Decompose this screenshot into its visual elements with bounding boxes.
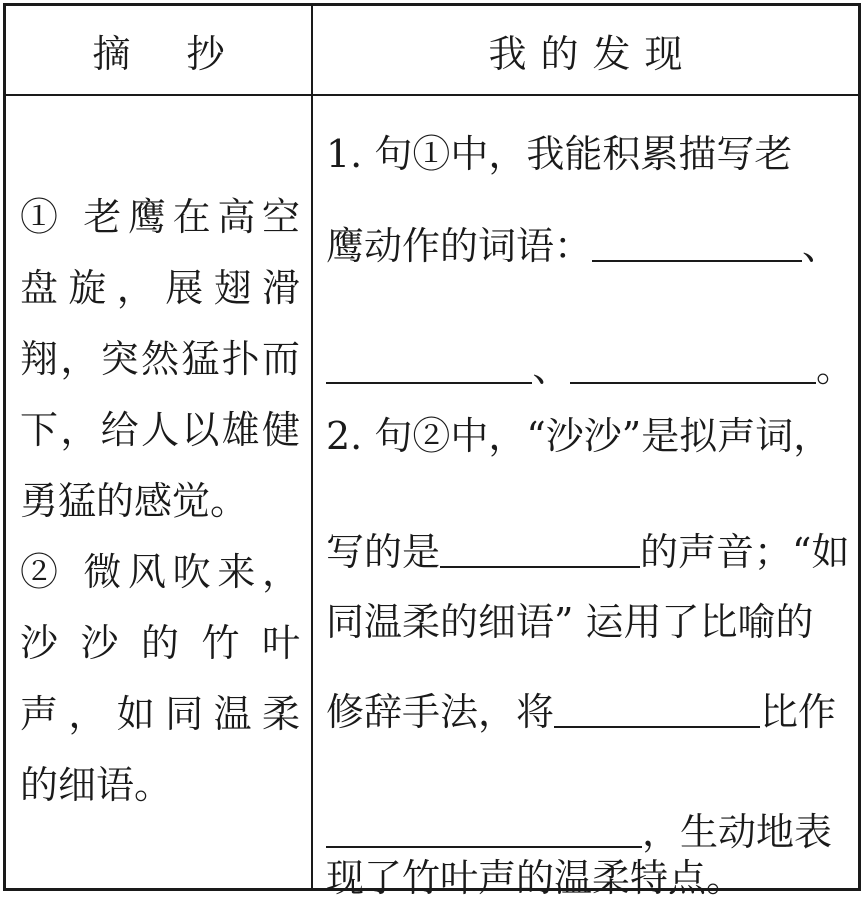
excerpt-line: 勇猛的感觉。 <box>20 479 249 523</box>
question-1-text: 1. 句①中，我能积累描写老 <box>326 132 793 176</box>
excerpt-line: 下，给人以雄健 <box>20 408 300 452</box>
excerpt-line: ② 微风吹来， <box>20 550 300 594</box>
question-2-text: 同温柔的细语” 运用了比喻的 <box>326 600 814 644</box>
header-excerpt: 摘抄 <box>92 31 281 76</box>
question-2-text: ，生动地表 <box>642 810 833 854</box>
excerpt-line: 沙沙的竹叶 <box>20 621 300 665</box>
answer-blank-5[interactable] <box>554 725 760 728</box>
question-2-text: 2. 句②中，“沙沙”是拟声词， <box>326 414 832 458</box>
excerpt-line: 的细语。 <box>20 763 173 807</box>
excerpt-line: 盘旋，展翅滑 <box>20 266 300 310</box>
question-1-line-3 <box>326 328 854 392</box>
answer-blank-1[interactable] <box>592 259 802 262</box>
worksheet-table <box>3 3 861 900</box>
question-1-line-1 <box>326 114 854 178</box>
question-2-line-4 <box>326 672 854 736</box>
excerpt-column <box>20 182 300 821</box>
column-divider <box>311 6 313 888</box>
question-2-text: 写的是 <box>326 530 441 574</box>
answer-blank-4[interactable] <box>440 565 640 568</box>
separator: 、 <box>532 346 571 390</box>
header-my-discovery: 我的发现 <box>488 31 697 76</box>
excerpt-line: ① 老鹰在高空 <box>20 195 300 239</box>
question-1-prompt: 鹰动作的词语： <box>326 224 593 268</box>
answer-blank-2[interactable] <box>326 381 532 384</box>
excerpt-line: 翔，突然猛扑而 <box>20 337 300 381</box>
header-divider <box>6 94 858 96</box>
excerpt-line: 声，如同温柔 <box>20 692 300 736</box>
period: 。 <box>815 346 854 390</box>
question-2-line-2 <box>326 512 854 576</box>
separator: 、 <box>802 224 841 268</box>
question-2-text: 现了竹叶声的温柔特点。 <box>326 856 745 900</box>
answer-blank-3[interactable] <box>570 381 816 384</box>
question-2-line-6 <box>326 838 854 902</box>
question-2-text: 修辞手法，将 <box>326 690 555 734</box>
question-2-line-1 <box>326 396 854 460</box>
question-1-line-2 <box>326 206 854 270</box>
question-2-text: 的声音；“如 <box>640 530 850 574</box>
question-2-line-3 <box>326 582 854 646</box>
question-2-text: 比作 <box>760 690 837 734</box>
